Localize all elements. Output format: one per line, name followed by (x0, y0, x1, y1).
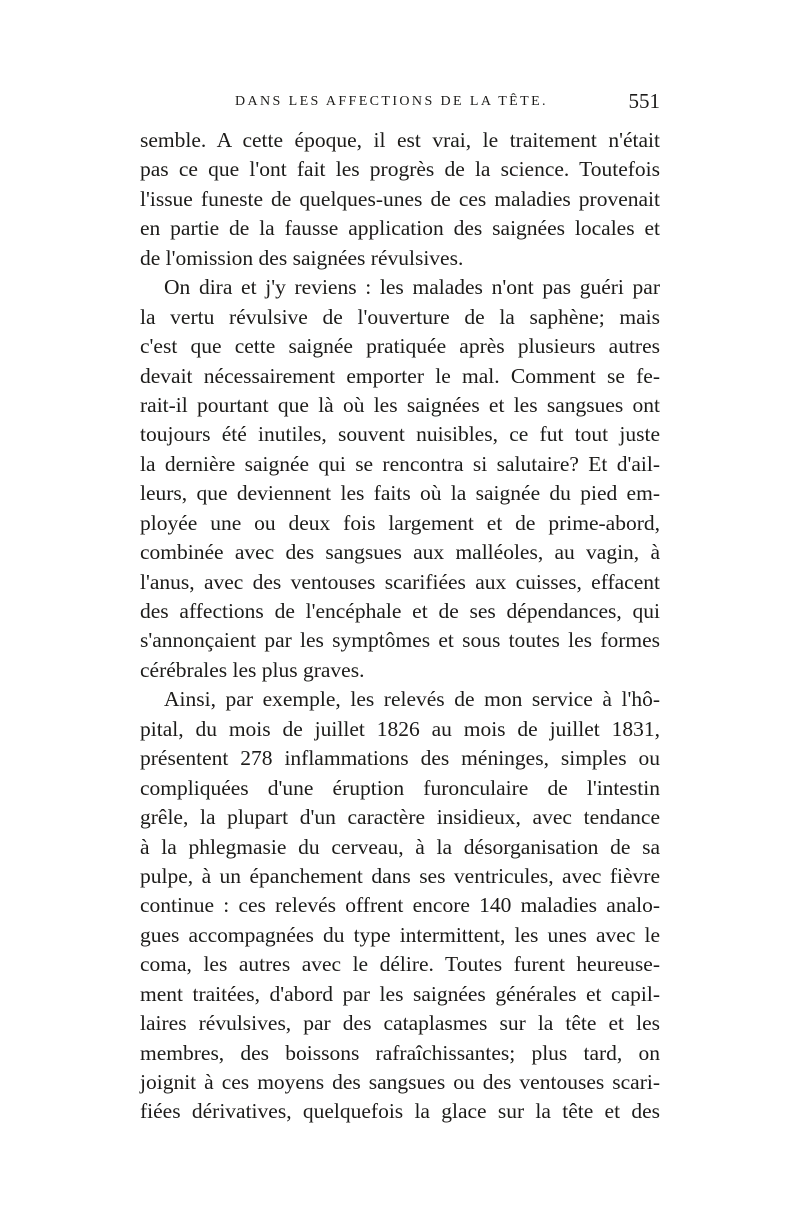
text-line: l'anus, avec des ventouses scarifiées aux cuisses, effacent (140, 569, 660, 594)
text-line: gues accompagnées du type intermittent, les unes avec le (140, 922, 660, 947)
text-line: pital, du mois de juillet 1826 au mois de juillet 1831, (140, 716, 660, 741)
text-line: membres, des boissons rafraîchissantes; plus tard, on (140, 1040, 660, 1065)
text-line: combinée avec des sangsues aux malléoles, au vagin, à (140, 540, 660, 565)
text-line: ment traitées, d'abord par les saignées générales et capil- (140, 981, 660, 1006)
running-title: DANS LES AFFECTIONS DE LA TÊTE. (235, 94, 548, 109)
text-line: rait-il pourtant que là où les saignées et les sangsues ont (140, 392, 660, 417)
text-line: semble. A cette époque, il est vrai, le traitement n'était (140, 128, 660, 152)
text-line: toujours été inutiles, souvent nuisibles, ce fut tout juste (140, 422, 660, 447)
running-head (140, 89, 660, 120)
text-line: continue : ces relevés offrent encore 140 maladies analo- (140, 893, 660, 918)
text-line: des affections de l'encéphale et de ses dépendances, qui (140, 599, 660, 623)
text-line: la dernière saignée qui se rencontra si salutaire? Et d'ail- (140, 451, 660, 476)
text-line: à la phlegmasie du cerveau, à la désorganisation de sa (140, 834, 660, 859)
text-line: laires révulsives, par des cataplasmes sur la tête et les (140, 1011, 660, 1036)
text-line: fiées dérivatives, quelquefois la glace sur la tête et des (140, 1099, 660, 1124)
text-line: On dira et j'y reviens : les malades n'ont pas guéri par (164, 275, 660, 300)
text-line: pulpe, à un épanchement dans ses ventricules, avec fièvre (140, 863, 660, 888)
text-line: coma, les autres avec le délire. Toutes furent heureuse- (140, 952, 660, 977)
page-number: 551 (628, 89, 660, 113)
text-line: présentent 278 inflammations des méninges, simples ou (140, 746, 660, 771)
body-text (140, 126, 660, 1127)
text-line: joignit à ces moyens des sangsues ou des ventouses scari- (140, 1070, 660, 1094)
text-line: ployée une ou deux fois largement et de prime-abord, (140, 510, 660, 535)
text-line: cérébrales les plus graves. (140, 657, 365, 682)
text-line: s'annonçaient par les symptômes et sous toutes les formes (140, 628, 660, 653)
text-line: de l'omission des saignées révulsives. (140, 245, 464, 270)
text-line: devait nécessairement emporter le mal. Comment se fe- (140, 363, 660, 388)
text-line: Ainsi, par exemple, les relevés de mon service à l'hô- (164, 687, 660, 712)
text-line: c'est que cette saignée pratiquée après plusieurs autres (140, 334, 660, 359)
text-line: la vertu révulsive de l'ouverture de la saphène; mais (140, 304, 660, 329)
text-line: grêle, la plupart d'un caractère insidieux, avec tendance (140, 805, 660, 830)
text-line: leurs, que deviennent les faits où la saignée du pied em- (140, 481, 660, 506)
text-line: compliquées d'une éruption furonculaire de l'intestin (140, 775, 660, 800)
text-line: l'issue funeste de quelques-unes de ces maladies provenait (140, 186, 660, 211)
text-line: pas ce que l'ont fait les progrès de la science. Toutefois (140, 157, 660, 182)
text-line: en partie de la fausse application des saignées locales et (140, 216, 660, 241)
